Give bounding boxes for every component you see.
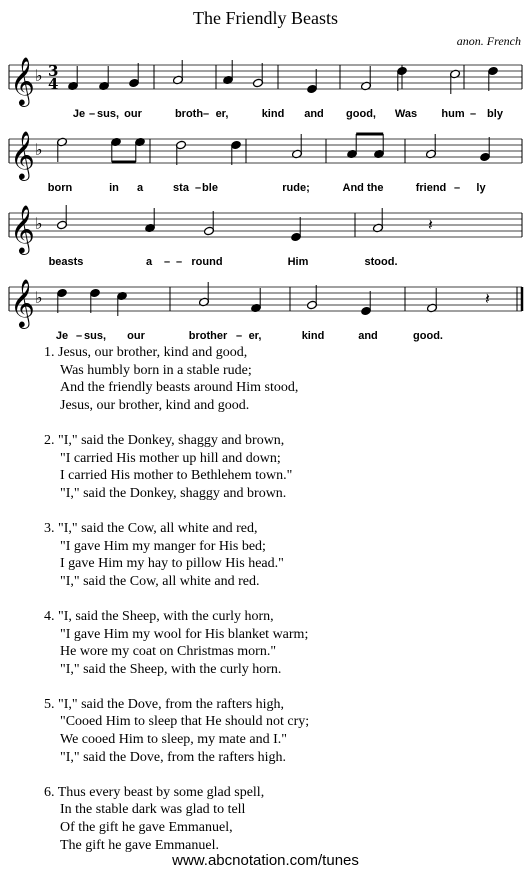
verse	[44, 608, 309, 678]
flat-key-signature: ♭	[35, 66, 43, 85]
lyric-syllable: beasts	[48, 256, 84, 268]
lyric-syllable: a	[136, 182, 144, 194]
lyric-syllable: rude;	[282, 182, 310, 194]
footer-url[interactable]: www.abcnotation.com/tunes	[172, 852, 359, 869]
lyric-syllable: sta	[173, 182, 189, 194]
verse-line: And the friendly beasts around Him stood,	[60, 380, 299, 396]
lyric-syllable: –	[235, 330, 243, 342]
verse-line: We cooed Him to sleep, my mate and I."	[60, 732, 287, 748]
lyric-syllable: –	[453, 182, 461, 194]
verse-line: 6. Thus every beast by some glad spell,	[44, 784, 265, 800]
lyric-syllable: ble	[202, 182, 218, 194]
lyric-syllable: Je	[72, 108, 86, 120]
verse	[44, 344, 309, 414]
verse	[44, 696, 309, 766]
verse-line: 2. "I," said the Donkey, shaggy and brown,	[44, 432, 285, 448]
verse-line: The gift he gave Emmanuel.	[60, 837, 219, 853]
lyric-syllable: our	[127, 330, 145, 342]
verse-line: Was humbly born in a stable rude;	[60, 362, 252, 378]
flat-key-signature: ♭	[35, 214, 43, 233]
verse-line: "I gave Him my wool for His blanket warm;	[60, 626, 309, 642]
verse-line: 3. "I," said the Cow, all white and red,	[44, 520, 258, 536]
sheet-music	[0, 0, 531, 345]
lyric-syllable: hum	[441, 108, 465, 120]
verse-line: 5. "I," said the Dove, from the rafters high,	[44, 696, 285, 712]
lyric-syllable: –	[88, 108, 96, 120]
lyric-syllable: in	[109, 182, 119, 194]
lyric-syllable: er,	[215, 108, 229, 120]
lyric-syllable: sus,	[83, 330, 107, 342]
quarter-rest: 𝄽	[428, 215, 433, 234]
lyric-syllable: friend	[415, 182, 447, 194]
lyric-syllable: stood.	[364, 256, 398, 268]
lyric-syllable: –	[202, 108, 210, 120]
lyric-syllable: round	[191, 256, 223, 268]
treble-clef: 𝄞	[10, 56, 35, 105]
lyric-syllable: –	[469, 108, 477, 120]
flat-key-signature: ♭	[35, 288, 43, 307]
lyric-syllable: broth	[174, 108, 204, 120]
lyric-syllable: and	[358, 330, 378, 342]
lyric-syllable: and	[304, 108, 324, 120]
lyric-syllable: Je	[55, 330, 69, 342]
lyric-syllable: good.	[413, 330, 443, 342]
lyric-syllable: kind	[261, 108, 285, 120]
lyric-syllable: –	[163, 256, 171, 268]
lyric-syllable: brother	[188, 330, 228, 342]
lyric-syllable: er,	[248, 330, 262, 342]
treble-clef: 𝄞	[10, 204, 35, 253]
verse-line: "I," said the Dove, from the rafters high.	[60, 749, 287, 765]
verse-line: "Cooed Him to sleep that He should not cry;	[60, 714, 310, 730]
lyric-syllable: kind	[301, 330, 325, 342]
treble-clef: 𝄞	[10, 130, 35, 179]
lyric-syllable: a	[145, 256, 153, 268]
flat-key-signature: ♭	[35, 140, 43, 159]
verse	[44, 784, 309, 854]
verse	[44, 520, 309, 590]
verse-line: "I," said the Cow, all white and red.	[60, 573, 260, 589]
lyric-syllable: bly	[487, 108, 503, 120]
verse-line: In the stable dark was glad to tell	[60, 802, 246, 818]
lyric-syllable: ly	[476, 182, 486, 194]
verse-line: 4. "I, said the Sheep, with the curly horn,	[44, 608, 274, 624]
lyric-syllable: sus,	[96, 108, 120, 120]
quarter-rest: 𝄽	[485, 289, 490, 308]
verse-line: I gave Him my hay to pillow His head."	[60, 556, 284, 572]
lyric-syllable: Was	[394, 108, 418, 120]
time-signature-bottom: 4	[48, 75, 59, 93]
verse-line: "I," said the Sheep, with the curly horn.	[60, 661, 282, 677]
verse-line: Jesus, our brother, kind and good.	[60, 397, 250, 413]
lyric-syllable: good,	[346, 108, 376, 120]
verse-line: I carried His mother to Bethlehem town."	[60, 468, 293, 484]
lyric-syllable: Him	[287, 256, 309, 268]
lyric-syllable: And the	[342, 182, 384, 194]
lyric-syllable: our	[124, 108, 142, 120]
song-title: The Friendly Beasts	[193, 8, 338, 28]
verse-line: He wore my coat on Christmas morn."	[60, 644, 277, 660]
lyric-syllable: –	[194, 182, 202, 194]
verse	[44, 432, 309, 502]
treble-clef: 𝄞	[10, 278, 35, 327]
verse-line: "I gave Him my manger for His bed;	[60, 538, 266, 554]
time-signature-top: 3	[48, 62, 59, 80]
verse-line: Of the gift he gave Emmanuel,	[60, 820, 233, 836]
lyric-syllable: –	[75, 330, 83, 342]
verse-line: "I," said the Donkey, shaggy and brown.	[60, 485, 287, 501]
composer-credit: anon. French	[456, 34, 521, 48]
verse-line: "I carried His mother up hill and down;	[60, 450, 281, 466]
verse-line: 1. Jesus, our brother, kind and good,	[44, 345, 248, 360]
lyric-syllable: born	[47, 182, 73, 194]
lyric-syllable: –	[175, 256, 183, 268]
verses	[44, 344, 309, 872]
